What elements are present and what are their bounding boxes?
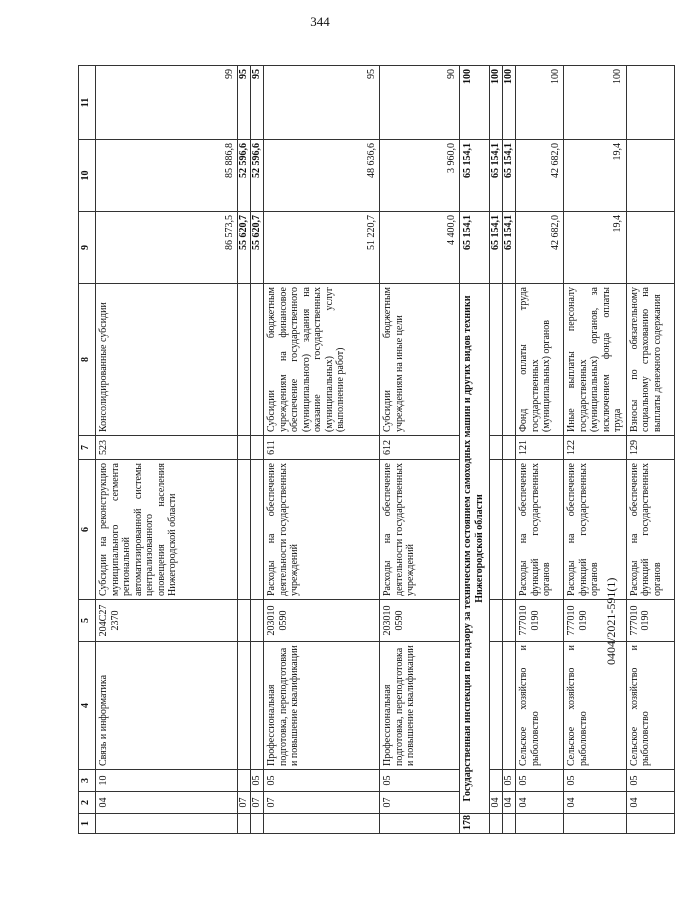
cell-target-name: Расходы на обеспечение функций государственных органов [564, 460, 627, 600]
cell [251, 600, 264, 642]
cell-subsection: 05 [380, 770, 460, 792]
cell [238, 770, 251, 792]
cell-fact: 85 886,8 [96, 140, 238, 212]
cell [251, 284, 264, 436]
cell-percent: 100 [503, 66, 516, 140]
table-row [238, 66, 251, 834]
cell-plan: 55 620,7 [251, 212, 264, 284]
cell-target-name: Расходы на обеспечение функций государственных органов [516, 460, 564, 600]
cell [238, 814, 251, 834]
cell-section: 04 [516, 792, 564, 814]
cell [626, 814, 674, 834]
cell-plan: 86 573,5 [96, 212, 238, 284]
cell-expense-type: 121 [516, 436, 564, 460]
cell-plan: 51 220,7 [264, 212, 380, 284]
cell [516, 814, 564, 834]
cell-expense-name: Консолидированные субсидии [96, 284, 238, 436]
cell-section: 07 [251, 792, 264, 814]
cell [490, 436, 503, 460]
cell-subsection: 05 [251, 770, 264, 792]
cell [490, 814, 503, 834]
cell-fact: 3 960,0 [380, 140, 460, 212]
cell [238, 642, 251, 770]
cell-expense-name: Фонд оплаты труда государственных (муниципальных) органов [516, 284, 564, 436]
cell-section: 07 [264, 792, 380, 814]
cell-percent: 95 [238, 66, 251, 140]
table-row [380, 66, 460, 834]
cell-plan: 65 154,1 [503, 212, 516, 284]
cell-target-code: 204С27 2370 [96, 600, 238, 642]
cell-expense-type: 612 [380, 436, 460, 460]
cell [238, 460, 251, 600]
cell-section: 07 [238, 792, 251, 814]
cell-target-name: Расходы на обеспечение деятельности государственных учреждений [380, 460, 460, 600]
cell-subsection: 05 [626, 770, 674, 792]
cell-section: 04 [564, 792, 627, 814]
cell [490, 284, 503, 436]
cell [490, 460, 503, 600]
cell-fact: 52 596,6 [251, 140, 264, 212]
col-header: 2 [79, 792, 96, 814]
cell-expense-type: 129 [626, 436, 674, 460]
col-header: 5 [79, 600, 96, 642]
cell [490, 600, 503, 642]
cell-expense-name: Субсидии бюджетным учреждениям на финансовое обеспечение государственного (муниципального) задания на оказание государственных (муниципальных) услуг (выполнение работ) [264, 284, 380, 436]
header-row [79, 66, 96, 834]
cell-section: 04 [96, 792, 238, 814]
cell-target-name: Субсидии на реконструкцию муниципального сегмента региональной автоматизированной системы централизованного оповещения населения Нижегородской области [96, 460, 238, 600]
cell-plan: 19,4 [564, 212, 627, 284]
table-row-agency [460, 66, 490, 834]
page-number: 344 [310, 14, 330, 29]
cell-expense-type: 523 [96, 436, 238, 460]
document-code: 0404/2021-591(1) [604, 577, 618, 665]
cell-expense-name: Субсидии бюджетным учреждениям на иные цели [380, 284, 460, 436]
table-row [264, 66, 380, 834]
cell [251, 460, 264, 600]
cell-subsection: 05 [503, 770, 516, 792]
cell-percent: 100 [564, 66, 627, 140]
cell-expense-type: 122 [564, 436, 627, 460]
cell-plan: 4 400,0 [380, 212, 460, 284]
cell-plan: 42 682,0 [516, 212, 564, 284]
cell-target-code: 777010 0190 [626, 600, 674, 642]
cell [251, 436, 264, 460]
cell [238, 600, 251, 642]
cell-section-name: Профессиональная подготовка, переподготовка и повышение квалификации [380, 642, 460, 770]
cell-fact: 52 596,6 [238, 140, 251, 212]
table-row [251, 66, 264, 834]
cell [503, 600, 516, 642]
cell-section: 04 [503, 792, 516, 814]
cell [503, 814, 516, 834]
cell-plan: 55 620,7 [238, 212, 251, 284]
col-header: 11 [79, 66, 96, 140]
cell-percent: 95 [264, 66, 380, 140]
cell-target-name: Расходы на обеспечение функций государственных органов [626, 460, 674, 600]
cell-percent: 95 [251, 66, 264, 140]
cell [503, 284, 516, 436]
cell-section-name: Сельское хозяйство и рыболовство [626, 642, 674, 770]
cell-section-name: Связь и информатика [96, 642, 238, 770]
budget-table [78, 65, 675, 834]
col-header: 3 [79, 770, 96, 792]
cell-agency-code: 178 [460, 814, 490, 834]
cell-percent: 99 [96, 66, 238, 140]
cell-section: 04 [626, 792, 674, 814]
cell-fact: 42 682,0 [516, 140, 564, 212]
cell [238, 436, 251, 460]
cell [490, 642, 503, 770]
table-row [503, 66, 516, 834]
cell-fact: 48 636,6 [264, 140, 380, 212]
cell-plan [626, 212, 674, 284]
cell-fact [626, 140, 674, 212]
col-header: 9 [79, 212, 96, 284]
cell-fact: 19,4 [564, 140, 627, 212]
cell-target-code: 777010 0190 [564, 600, 627, 642]
cell-section: 07 [380, 792, 460, 814]
cell-percent: 100 [516, 66, 564, 140]
cell [251, 642, 264, 770]
cell [380, 814, 460, 834]
col-header: 10 [79, 140, 96, 212]
cell-percent [626, 66, 674, 140]
table-row [564, 66, 627, 834]
table-row [96, 66, 238, 834]
cell [251, 814, 264, 834]
cell-percent: 100 [490, 66, 503, 140]
cell-target-code: 203010 0590 [380, 600, 460, 642]
col-header: 8 [79, 284, 96, 436]
cell-subsection: 05 [564, 770, 627, 792]
cell-percent: 100 [460, 66, 490, 140]
cell-agency-name: Государственная инспекция по надзору за техническим состоянием самоходных машин и других видов техники Нижегородской области [460, 284, 490, 814]
cell-fact: 65 154,1 [503, 140, 516, 212]
cell-fact: 65 154,1 [490, 140, 503, 212]
cell-subsection: 05 [516, 770, 564, 792]
cell-plan: 65 154,1 [490, 212, 503, 284]
cell [503, 436, 516, 460]
cell-section-name: Профессиональная подготовка, переподготовка и повышение квалификации [264, 642, 380, 770]
cell-target-code: 203010 0590 [264, 600, 380, 642]
cell-subsection: 05 [264, 770, 380, 792]
table-row [516, 66, 564, 834]
table-row [490, 66, 503, 834]
cell [238, 284, 251, 436]
cell [490, 770, 503, 792]
col-header: 1 [79, 814, 96, 834]
cell-subsection: 10 [96, 770, 238, 792]
cell [503, 642, 516, 770]
cell-section-name: Сельское хозяйство и рыболовство [516, 642, 564, 770]
cell [264, 814, 380, 834]
cell-target-name: Расходы на обеспечение деятельности государственных учреждений [264, 460, 380, 600]
cell-expense-name: Иные выплаты персоналу государственных (муниципальных) органов, за исключением фонда оплаты труда [564, 284, 627, 436]
cell-target-code: 777010 0190 [516, 600, 564, 642]
cell-percent: 90 [380, 66, 460, 140]
col-header: 6 [79, 460, 96, 600]
cell-plan: 65 154,1 [460, 212, 490, 284]
cell [96, 814, 238, 834]
cell-expense-name: Взносы по обязательному социальному страхованию на выплаты денежного содержания [626, 284, 674, 436]
cell-section-name: Сельское хозяйство и рыболовство [564, 642, 627, 770]
cell-expense-type: 611 [264, 436, 380, 460]
col-header: 7 [79, 436, 96, 460]
cell [503, 460, 516, 600]
cell [564, 814, 627, 834]
col-header: 4 [79, 642, 96, 770]
cell-section: 04 [490, 792, 503, 814]
cell-fact: 65 154,1 [460, 140, 490, 212]
table-row [626, 66, 674, 834]
